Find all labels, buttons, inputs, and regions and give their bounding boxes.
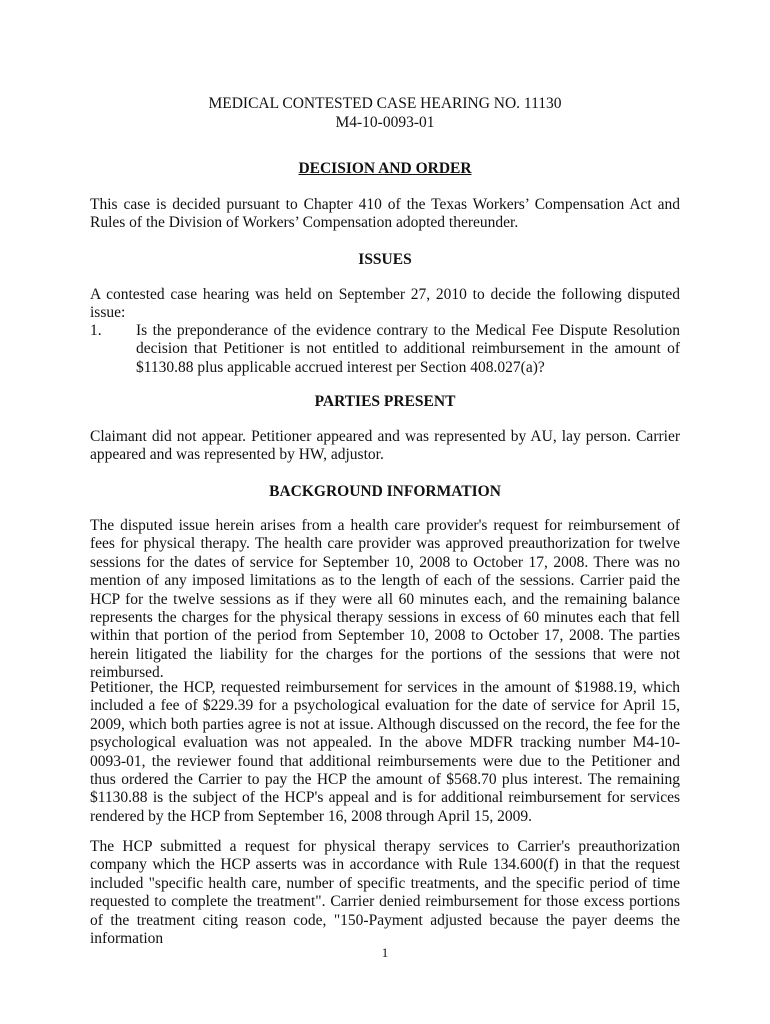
issues-heading: ISSUES [358, 251, 412, 268]
parties-heading: PARTIES PRESENT [314, 393, 456, 410]
case-number: M4-10-0093-01 [335, 114, 435, 131]
background-heading: BACKGROUND INFORMATION [269, 483, 501, 500]
background-paragraph-1: The disputed issue herein arises from a health care provider's request for reimbursement of fees for physical therapy. The health care provider was approved preauthorization for twelve sessions for the dates of service for September 10, 2008 to October 17, 2008. There was no mention of any imposed limitations as to the length of each of the sessions. Carrier paid the HCP for the twelve sessions as if they were all 60 minutes each, and the remaining balance represents the charges for the physical therapy sessions in excess of 60 minutes each that fell within that portion of the period from September 10, 2008 to October 17, 2008. The parties herein litigated the liability for the charges for the portions of the sessions that were not reimbursed. [90, 517, 680, 682]
issues-lead: A contested case hearing was held on September 27, 2010 to decide the following disputed issue: [90, 286, 680, 322]
issue-item-number: 1. [90, 322, 102, 339]
parties-paragraph: Claimant did not appear. Petitioner appeared and was represented by AU, lay person. Carrier appeared and was represented by HW, adjustor. [90, 428, 680, 464]
background-paragraph-2: Petitioner, the HCP, requested reimbursement for services in the amount of $1988.19, which included a fee of $229.39 for a psychological evaluation for the date of service for April 15, 2009, which both parties agree is not at issue. Although discussed on the record, the fee for the psychological evaluation was not appealed. In the above MDFR tracking number M4-10-0093-01, the reviewer found that additional reimbursements were due to the Petitioner and thus ordered the Carrier to pay the HCP the amount of $568.70 plus interest. The remaining $1130.88 is the subject of the HCP's appeal and is for additional reimbursement for services rendered by the HCP from September 16, 2008 through April 15, 2009. [90, 679, 680, 825]
case-title: MEDICAL CONTESTED CASE HEARING NO. 11130 [208, 95, 562, 112]
page-number: 1 [381, 945, 389, 960]
issue-item-text: Is the preponderance of the evidence contrary to the Medical Fee Dispute Resolution decision that Petitioner is not entitled to additional reimbursement in the amount of $1130.88 plus applicable accrued interest per Section 408.027(a)? [136, 322, 680, 376]
background-paragraph-3: The HCP submitted a request for physical therapy services to Carrier's preauthorization company which the HCP asserts was in accordance with Rule 134.600(f) in that the request included "specific health care, number of specific treatments, and the specific period of time requested to complete the treatment". Carrier denied reimbursement for those excess portions of the treatment citing reason code, "150-Payment adjusted because the payer deems the information [90, 838, 680, 948]
decision-heading: DECISION AND ORDER [298, 160, 472, 177]
intro-paragraph: This case is decided pursuant to Chapter 410 of the Texas Workers’ Compensation Act and Rules of the Division of Workers’ Compensation adopted thereunder. [90, 196, 680, 232]
